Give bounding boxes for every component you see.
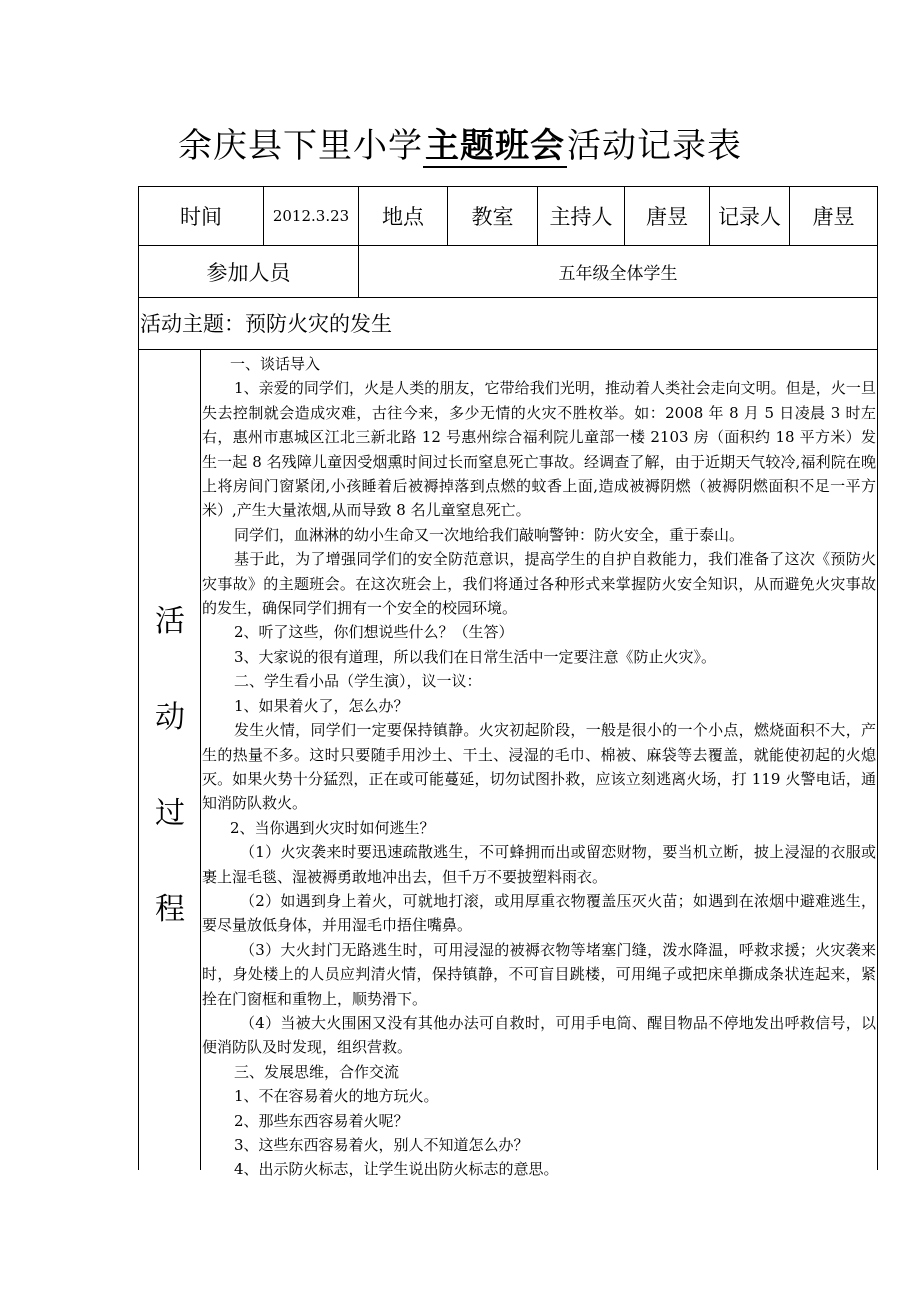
process-label-divider [200, 349, 201, 1170]
process-paragraph: 3、这些东西容易着火，别人不知道怎么办？ [234, 1136, 529, 1154]
row-divider [138, 349, 878, 350]
process-paragraph: 发生火情，同学们一定要保持镇静。火灾初起阶段，一般是很小的一个小点，燃烧面积不大，产生的热量不多。这时只要随手用沙土、干土、浸湿的毛巾、棉被、麻袋等去覆盖，就能使初起的火熄灭。如果火势十分猛烈，正在或可能蔓延，切勿试图扑救，应该立刻逃离火场，打 119 火警电话，通知消防队救火。 [202, 721, 876, 813]
process-paragraph: 二、学生看小品（学生演），议一议： [234, 672, 482, 691]
recorder-value: 唐昱 [812, 205, 855, 229]
process-paragraph: 1、如果着火了，怎么办？ [234, 696, 409, 715]
process-paragraph: 一、谈话导入 [230, 355, 321, 373]
process-paragraph: 2、听了这些，你们想说些什么？（生答） [234, 623, 514, 642]
table-border-right [877, 186, 878, 1170]
process-paragraph: 4、出示防火标志，让学生说出防火标志的意思。 [234, 1160, 559, 1179]
process-paragraph: 基于此，为了增强同学们的安全防范意识，提高学生的自护自救能力，我们准备了这次《预防火灾事故》的主题班会。在这次班会上，我们将通过各种形式来掌握防火安全知识，从而避免火灾事故的发生，确保同学们拥有一个安全的校园环境。 [202, 550, 876, 618]
process-content [202, 352, 876, 1182]
process-paragraph: 2、当你遇到火灾时如何逃生？ [230, 818, 435, 837]
process-paragraph: 1、亲爱的同学们，火是人类的朋友，它带给我们光明，推动着人类社会走向文明。但是，火一旦失去控制就会造成灾难，古往今来，多少无情的火灾不胜枚举。如：2008 年 8 月 5 日凌晨 3 时左右，惠州市惠城区江北三新北路 12 号惠州综合福利院儿童部一楼 2103 房（面积约 18 平方米）发生一起 8 名残障儿童因受烟熏时间过长而窒息死亡事故。经调查了解，由于近期天气较冷,福利院在晚上将房间门窗紧闭,小孩睡着后被褥掉落到点燃的蚊香上面,造成被褥阴燃（被褥阴燃面积不足一平方米）,产生大量浓烟,从而导致 8 名儿童窒息死亡。 [202, 379, 876, 520]
process-paragraph: （4）当被大火围困又没有其他办法可自救时，可用手电筒、醒目物品不停地发出呼救信号，以便消防队及时发现，组织营救。 [202, 1013, 876, 1057]
process-label-char: 过 [155, 796, 185, 831]
process-paragraph: （3）大火封门无路逃生时，可用浸湿的被褥衣物等堵塞门缝，泼水降温，呼救求援；火灾袭来时，身处楼上的人员应判清火情，保持镇静，不可盲目跳楼，可用绳子或把床单撕成条状连起来，紧拴在门窗框和重物上，顺势滑下。 [202, 940, 876, 1008]
process-label-char: 活 [155, 604, 185, 639]
participants-value: 五年级全体学生 [558, 264, 678, 284]
place-value: 教室 [471, 205, 514, 229]
process-paragraph: （1）火灾袭来时要迅速疏散逃生，不可蜂拥而出或留恋财物，要当机立断，披上浸湿的衣服或裹上湿毛毯、湿被褥勇敢地冲出去，但千万不要披塑料雨衣。 [202, 843, 876, 886]
title-suffix: 活动记录表 [567, 126, 742, 166]
process-paragraph: 三、发展思维，合作交流 [234, 1062, 400, 1081]
process-paragraph: 2、那些东西容易着火呢？ [234, 1111, 409, 1130]
process-paragraph: 3、大家说的很有道理，所以我们在日常生活中一定要注意《防止火灾》。 [234, 647, 717, 666]
recorder-label: 记录人 [718, 205, 781, 229]
table-border-left [138, 186, 139, 1170]
title-emphasis: 主题班会 [425, 126, 565, 166]
process-label-char: 动 [155, 700, 185, 735]
title-prefix: 余庆县下里小学 [178, 126, 423, 166]
host-value: 唐昱 [646, 205, 688, 229]
place-label: 地点 [382, 205, 424, 229]
document-title [0, 124, 920, 168]
process-paragraph: （2）如遇到身上着火，可就地打滚，或用厚重衣物覆盖压灭火苗；如遇到在浓烟中避难逃生，要尽量放低身体，并用湿毛巾捂住嘴鼻。 [202, 891, 876, 935]
host-label: 主持人 [549, 205, 613, 229]
time-value: 2012.3.23 [272, 207, 350, 225]
process-paragraph: 同学们，血淋淋的幼小生命又一次地给我们敲响警钟：防火安全，重于泰山。 [234, 525, 745, 544]
time-label: 时间 [180, 205, 222, 229]
process-label-char: 程 [155, 892, 185, 927]
process-paragraph: 1、不在容易着火的地方玩火。 [234, 1087, 439, 1106]
activity-theme: 活动主题：预防火灾的发生 [140, 312, 392, 336]
participants-label: 参加人员 [206, 260, 291, 285]
